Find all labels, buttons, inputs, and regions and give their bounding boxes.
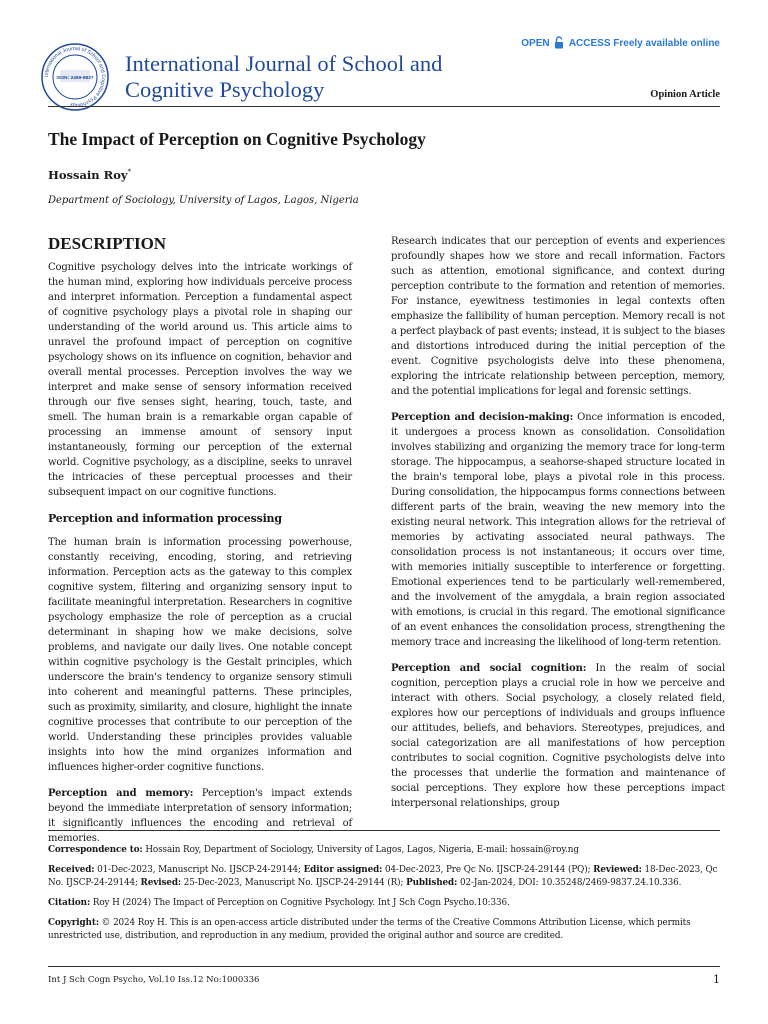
article-title: The Impact of Perception on Cognitive Psychology <box>48 129 426 149</box>
heading-social-cognition: Perception and social cognition: <box>391 663 587 674</box>
author-name: Hossain Roy <box>48 168 128 182</box>
reviewed-label: Reviewed: <box>593 865 642 875</box>
page-number: 1 <box>713 973 720 986</box>
paragraph-social-text: In the realm of social cognition, perception plays a crucial role in how we perceive and interact with others. Social psychology, a closely related field, explores how our perceptions of individuals and groups influence our attitudes, beliefs, and behaviors. Stereotypes, prejudices, and social categorization are all manifestations of how perception contributes to social cognition. Cognitive psychologists delve into the processes that underlie the formation and maintenance of social perceptions. They explore how these perceptions impact interpersonal relationships, group <box>391 663 726 809</box>
heading-decision-making: Perception and decision-making: <box>391 412 574 423</box>
correspondence-note <box>48 844 724 857</box>
open-access-badge <box>521 36 720 52</box>
access-label: ACCESS <box>568 38 611 49</box>
revised-text: 25-Dec-2023, Manuscript No. IJSCP-24-29144 (R); <box>183 878 404 888</box>
logo-issn: ISSN: 2469-9837 <box>56 76 94 81</box>
journal-title <box>125 51 525 103</box>
author-affiliation: Department of Sociology, University of Lagos, Lagos, Nigeria <box>48 195 359 206</box>
paragraph-social-cognition <box>391 661 725 811</box>
reviewed-text: 18-Dec-2023, Qc No. IJSCP-24-29144; <box>48 865 718 888</box>
heading-information-processing: Perception and information processing <box>48 512 282 525</box>
paragraph-intro: Cognitive psychology delves into the intricate workings of the human mind, exploring how individuals perceive process and interpret information. Perception a fundamental aspect of cognitive psychology plays a pivotal role in shaping our understanding of the world around us. This article aims to unravel the profound impact of perception on cognitive psychology shows on its influence on cognition, behavior and overall mental processes. Perception involves the way we interpret and make sense of sensory information received through our five senses sight, hearing, touch, taste, and smell. The human brain is a remarkable organ capable of processing an immense amount of sensory input instantaneously, forming our perception of the external world. Cognitive psychology, as a discipline, seeks to unravel the intricacies of these perceptual processes and their subsequent impact on our cognitive functions. <box>48 262 352 498</box>
body-column-right <box>391 234 725 822</box>
paragraph-memory-text: Perception's impact extends beyond the immediate interpretation of sensory information; it significantly influences the encoding and retrieval of memories. <box>48 788 353 844</box>
logo-ring-text: International Journal of School and Cognitive Psychology <box>43 45 107 109</box>
editor-assigned-label: Editor assigned: <box>303 865 383 875</box>
published-text: 02-Jan-2024, DOI: 10.35248/2469-9837.24.10.336. <box>459 878 682 888</box>
description-heading: DESCRIPTION <box>48 234 167 253</box>
article-notes <box>48 844 724 950</box>
received-text: 01-Dec-2023, Manuscript No. IJSCP-24-29144; <box>97 865 301 875</box>
journal-logo <box>40 42 110 112</box>
paragraph-decision-making <box>391 410 725 650</box>
header-divider <box>48 106 720 107</box>
footer-journal-reference: Int J Sch Cogn Psycho, Vol.10 Iss.12 No:1000336 <box>48 975 260 985</box>
citation-text: Roy H (2024) The Impact of Perception on Cognitive Psychology. Int J Sch Cogn Psycho.10:336. <box>92 898 510 908</box>
open-lock-icon <box>554 36 564 52</box>
paragraph-information-processing: The human brain is information processing powerhouse, constantly receiving, encoding, storing, and retrieving information. Perception acts as the gateway to this complex cognitive system, filtering and organizing sensory input to facilitate meaningful interpretation. Researchers in cognitive psychology emphasize the role of perception as a crucial determinant in shaping how we make decisions, solve problems, and navigate our daily lives. One notable concept within cognitive psychology is the Gestalt principles, which underscore the brain's tendency to organize sensory stimuli into coherent and meaningful patterns. These principles, such as proximity, similarity, and closure, highlight the innate cognitive processes that contribute to our perception of the world. Understanding these principles provides valuable insights into how the mind organizes information and influences higher-order cognitive functions. <box>48 537 352 773</box>
paragraph-memory-continued: Research indicates that our perception of events and experiences profoundly shapes how we store and recall information. Factors such as attention, emotional significance, and context during perception contribute to the formation and retention of memories. For instance, eyewitness testimonies in legal contexts often emphasize the fallibility of human perception. Memory recall is not a perfect playback of past events; instead, it is subject to the biases and distortions introduced during the initial perception of the event. Cognitive psychologists delve into these phenomena, exploring the intricate relationship between perception, memory, and the potential implications for legal and forensic settings. <box>391 236 725 397</box>
copyright-label: Copyright: <box>48 918 99 928</box>
notes-divider <box>48 830 720 831</box>
journal-title-line-2: Cognitive Psychology <box>125 77 325 102</box>
copyright-text: © 2024 Roy H. This is an open-access article distributed under the terms of the Creative Commons Attribution License, which permits unrestricted use, distribution, and reproduction in any medium, provided the original author and source are credited. <box>48 918 691 941</box>
journal-title-line-1: International Journal of School and <box>125 51 443 76</box>
revised-label: Revised: <box>140 878 182 888</box>
editor-assigned-text: 04-Dec-2023, Pre Qc No. IJSCP-24-29144 (PQ); <box>384 865 591 875</box>
heading-memory: Perception and memory: <box>48 788 194 799</box>
citation-note <box>48 897 724 910</box>
citation-label: Citation: <box>48 898 91 908</box>
author-marker: * <box>127 168 132 177</box>
body-column-left <box>48 234 352 857</box>
open-label: OPEN <box>521 38 550 49</box>
received-label: Received: <box>48 865 95 875</box>
paragraph-memory <box>48 786 352 846</box>
correspondence-label: Correspondence to: <box>48 845 143 855</box>
published-label: Published: <box>406 878 458 888</box>
footer-divider <box>48 966 720 967</box>
dates-note <box>48 864 724 890</box>
freely-available-label: Freely available online <box>613 38 720 49</box>
copyright-note <box>48 917 724 943</box>
article-type: Opinion Article <box>650 89 720 100</box>
author-line <box>48 168 131 182</box>
correspondence-text: Hossain Roy, Department of Sociology, University of Lagos, Lagos, Nigeria, E-mail: hossain@roy.ng <box>145 845 579 855</box>
paragraph-decision-text: Once information is encoded, it undergoes a process known as consolidation. Consolidation involves stabilizing and organizing the memory trace for long-term storage. The hippocampus, a seahorse-shaped structure located in the brain's temporal lobe, plays a pivotal role in this process. During consolidation, the hippocampus forms connections between different parts of the brain, weaving the new memory into the existing neural network. This integration allows for the retrieval of memories by activating associated neural pathways. The consolidation process is not instantaneous; it occurs over time, with memories initially susceptible to interference or forgetting. Emotional experiences tend to be particularly well-remembered, and the involvement of the amygdala, a brain region associated with emotions, is crucial in this regard. The emotional significance of an event enhances the consolidation process, strengthening the memory trace and increasing the likelihood of long-term retention. <box>391 412 726 648</box>
